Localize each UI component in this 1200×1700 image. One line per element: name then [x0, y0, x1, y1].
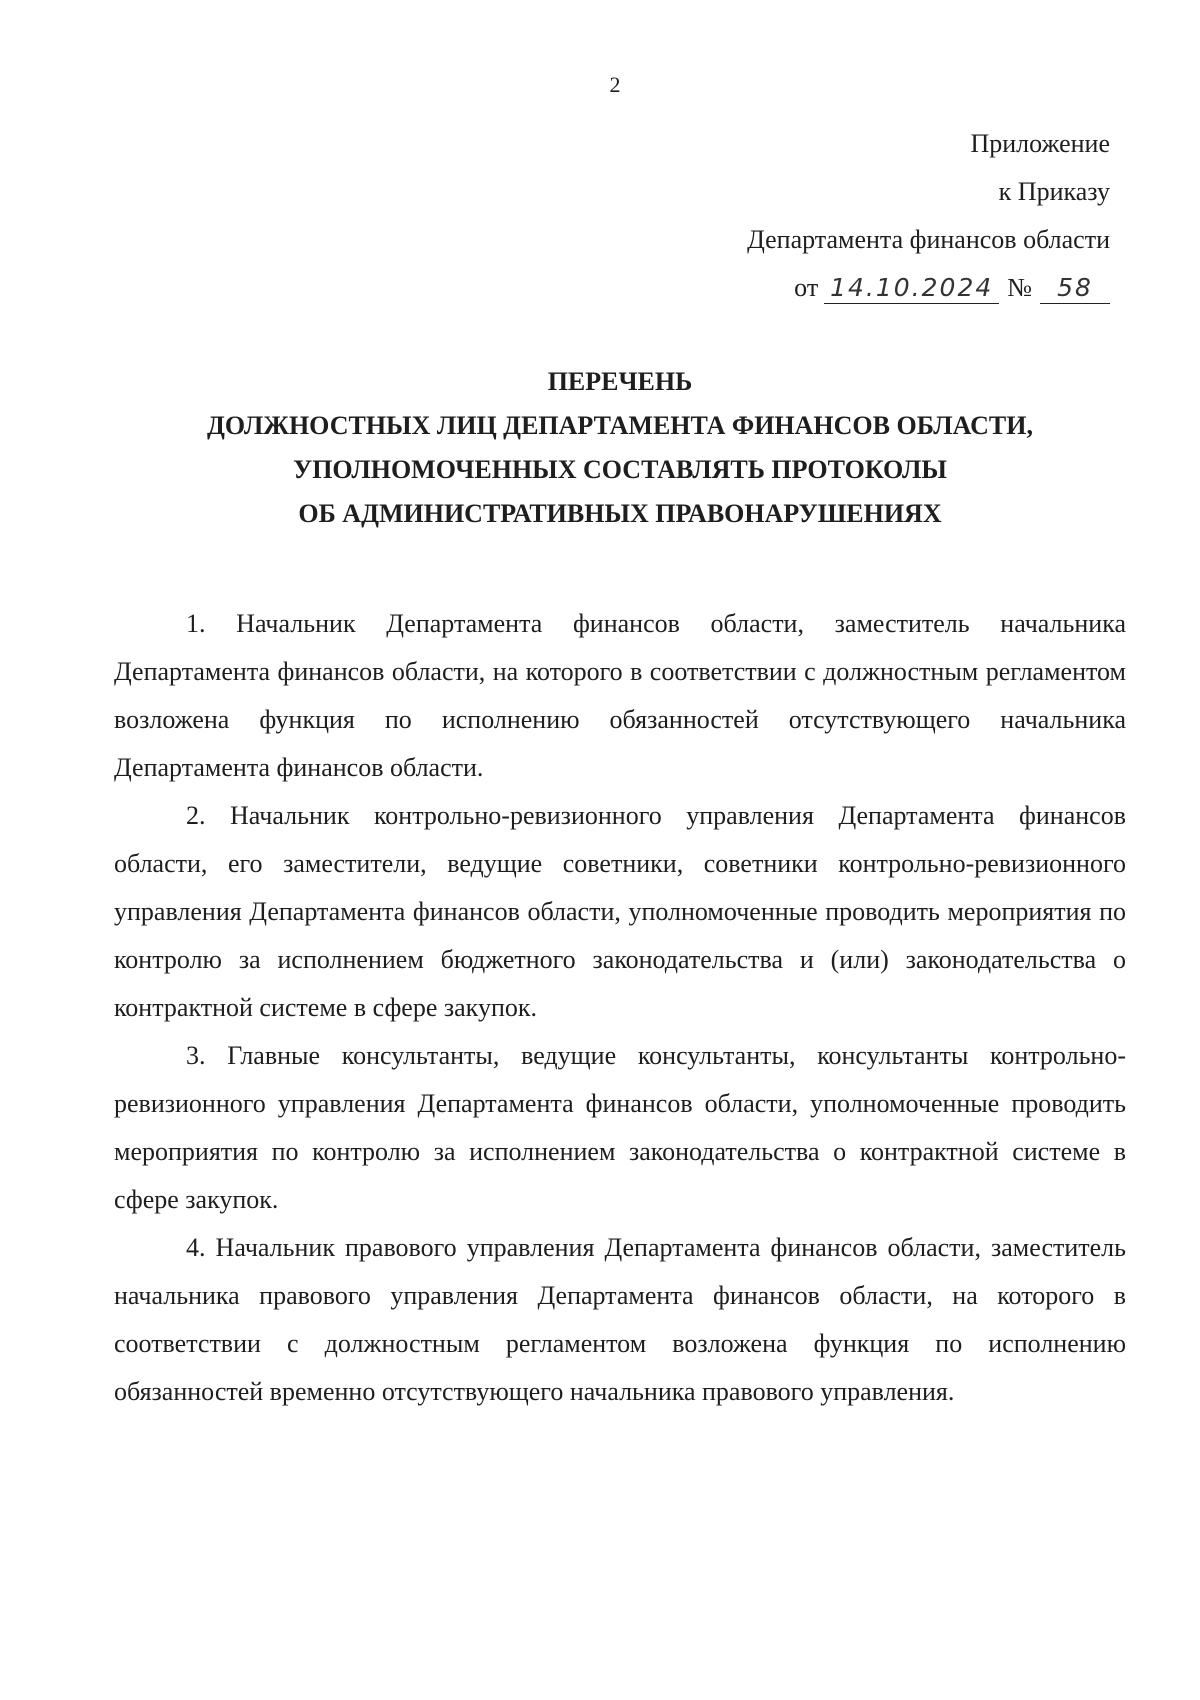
appendix-header	[510, 120, 1110, 312]
list-item-4: 4. Начальник правового управления Департамента финансов области, заместитель начальника правового управления Департамента финансов области, на которого в соответствии с должностным регламентом возложена функция по исполнению обязанностей временно отсутствующего начальника правового управления.	[114, 1233, 1126, 1406]
handwritten-number: 58	[1040, 273, 1110, 304]
page-number: 2	[609, 72, 621, 97]
date-prefix: от	[794, 273, 819, 302]
list-item-2: 2. Начальник контрольно-ревизионного управления Департамента финансов области, его заместители, ведущие советники, советники контрольно-ревизионного управления Департамента финансов области, уполномоченные проводить мероприятия по контролю за исполнением бюджетного законодательства и (или) законодательства о контрактной системе в сфере закупок.	[114, 801, 1126, 1022]
appendix-order-ref: к Приказу	[998, 177, 1110, 206]
title-line-4: ОБ АДМИНИСТРАТИВНЫХ ПРАВОНАРУШЕНИЯХ	[298, 499, 942, 528]
list-item-3: 3. Главные консультанты, ведущие консультанты, консультанты контрольно-ревизионного управления Департамента финансов области, уполномоченные проводить мероприятия по контролю за исполнением законодательства о контрактной системе в сфере закупок.	[114, 1041, 1126, 1214]
number-prefix: №	[1007, 273, 1032, 302]
title-line-2: ДОЛЖНОСТНЫХ ЛИЦ ДЕПАРТАМЕНТА ФИНАНСОВ ОБЛАСТИ,	[207, 411, 1033, 440]
appendix-label: Приложение	[970, 129, 1110, 158]
list-item-1: 1. Начальник Департамента финансов области, заместитель начальника Департамента финансов области, на которого в соответствии с должностным регламентом возложена функция по исполнению обязанностей отсутствующего начальника Департамента финансов области.	[114, 609, 1126, 782]
handwritten-date: 14.10.2024	[824, 273, 999, 304]
document-title	[0, 360, 1200, 536]
appendix-date-number-line	[510, 264, 1110, 312]
title-line-3: УПОЛНОМОЧЕННЫХ СОСТАВЛЯТЬ ПРОТОКОЛЫ	[293, 455, 947, 484]
title-line-1: ПЕРЕЧЕНЬ	[547, 367, 693, 396]
appendix-department: Департамента финансов области	[747, 225, 1110, 254]
document-body	[114, 600, 1126, 1416]
